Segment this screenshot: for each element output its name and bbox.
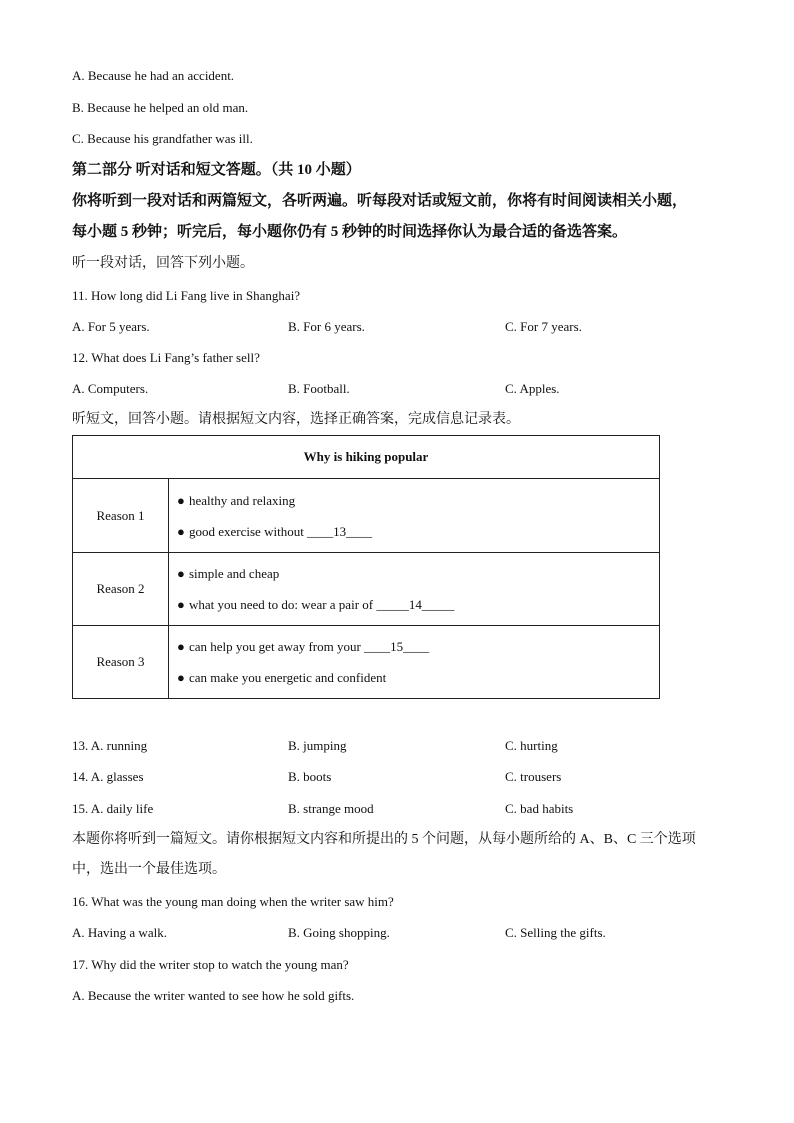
part2-instruction-line1: 你将听到一段对话和两篇短文，各听两遍。听每段对话或短文前，你将有时间阅读相关小题， xyxy=(72,193,688,209)
reason-items xyxy=(169,553,660,626)
q12-option-c: C. Apples. xyxy=(505,381,560,396)
table-row xyxy=(73,626,660,699)
q11-question: 11. How long did Li Fang live in Shanghai? xyxy=(72,288,301,303)
bullet-icon: ● xyxy=(177,639,185,654)
q13-options xyxy=(72,738,772,754)
reason-items xyxy=(169,479,660,553)
q13-option-a: 13. A. running xyxy=(72,738,148,753)
passage2-intro-line1: 本题你将听到一篇短文。请你根据短文内容和所提出的 5 个问题，从每小题所给的 A、B、C 三个选项 xyxy=(72,832,696,847)
q14-options xyxy=(72,769,772,785)
passage1-intro: 听短文，回答小题。请根据短文内容，选择正确答案，完成信息记录表。 xyxy=(72,412,520,427)
q17-question: 17. Why did the writer stop to watch the young man? xyxy=(72,957,349,972)
q16-option-c: C. Selling the gifts. xyxy=(505,925,606,940)
q17-option-a: A. Because the writer wanted to see how he sold gifts. xyxy=(72,988,355,1003)
q16-option-a: A. Having a walk. xyxy=(72,925,167,940)
bullet-icon: ● xyxy=(177,566,185,581)
list-item: ● healthy and relaxing xyxy=(177,485,659,516)
bullet-icon: ● xyxy=(177,492,185,508)
q14-option-c: C. trousers xyxy=(505,769,562,784)
q10-option-b: B. Because he helped an old man. xyxy=(72,100,249,115)
q14-option-b: B. boots xyxy=(288,769,332,784)
q16-options xyxy=(72,925,772,941)
part2-instruction-line2: 每小题 5 秒钟；听完后，每小题你仍有 5 秒钟的时间选择你认为最合适的备选答案。 xyxy=(72,224,628,240)
list-item: ● simple and cheap xyxy=(177,558,659,589)
bullet-icon: ● xyxy=(177,523,185,539)
q12-options xyxy=(72,381,772,397)
info-record-table xyxy=(72,435,660,699)
q15-option-c: C. bad habits xyxy=(505,801,574,816)
q11-option-a: A. For 5 years. xyxy=(72,319,150,334)
q12-question: 12. What does Li Fang’s father sell? xyxy=(72,350,260,365)
list-item: ● can make you energetic and confident xyxy=(177,662,659,693)
q15-option-a: 15. A. daily life xyxy=(72,801,154,816)
q10-option-c: C. Because his grandfather was ill. xyxy=(72,131,253,146)
dialogue-intro: 听一段对话，回答下列小题。 xyxy=(72,256,254,271)
reason-label: Reason 3 xyxy=(73,626,169,699)
q10-option-a: A. Because he had an accident. xyxy=(72,68,235,83)
q11-option-b: B. For 6 years. xyxy=(288,319,365,334)
q12-option-a: A. Computers. xyxy=(72,381,149,396)
q15-option-b: B. strange mood xyxy=(288,801,374,816)
list-item: ● can help you get away from your ____15____ xyxy=(177,631,659,662)
q11-option-c: C. For 7 years. xyxy=(505,319,582,334)
q16-option-b: B. Going shopping. xyxy=(288,925,390,940)
list-item: ● what you need to do: wear a pair of _____14_____ xyxy=(177,589,659,620)
q12-option-b: B. Football. xyxy=(288,381,350,396)
q13-option-c: C. hurting xyxy=(505,738,558,753)
table-row xyxy=(73,553,660,626)
table-title: Why is hiking popular xyxy=(73,436,660,479)
reason-label: Reason 1 xyxy=(73,479,169,553)
q16-question: 16. What was the young man doing when the writer saw him? xyxy=(72,894,394,909)
bullet-icon: ● xyxy=(177,670,185,685)
answer-blank-13: ____13____ xyxy=(307,523,373,539)
reason-items xyxy=(169,626,660,699)
q14-option-a: 14. A. glasses xyxy=(72,769,144,784)
q15-options xyxy=(72,801,772,817)
part2-heading: 第二部分 听对话和短文答题。（共 10 小题） xyxy=(72,162,361,178)
answer-blank-15: ____15____ xyxy=(364,639,430,654)
bullet-icon: ● xyxy=(177,597,185,612)
answer-blank-14: _____14_____ xyxy=(376,597,455,612)
passage2-intro-line2: 中，选出一个最佳选项。 xyxy=(72,862,226,877)
table-row xyxy=(73,479,660,553)
q11-options xyxy=(72,319,772,335)
reason-label: Reason 2 xyxy=(73,553,169,626)
q13-option-b: B. jumping xyxy=(288,738,347,753)
list-item: ● good exercise without ____13____ xyxy=(177,516,659,547)
